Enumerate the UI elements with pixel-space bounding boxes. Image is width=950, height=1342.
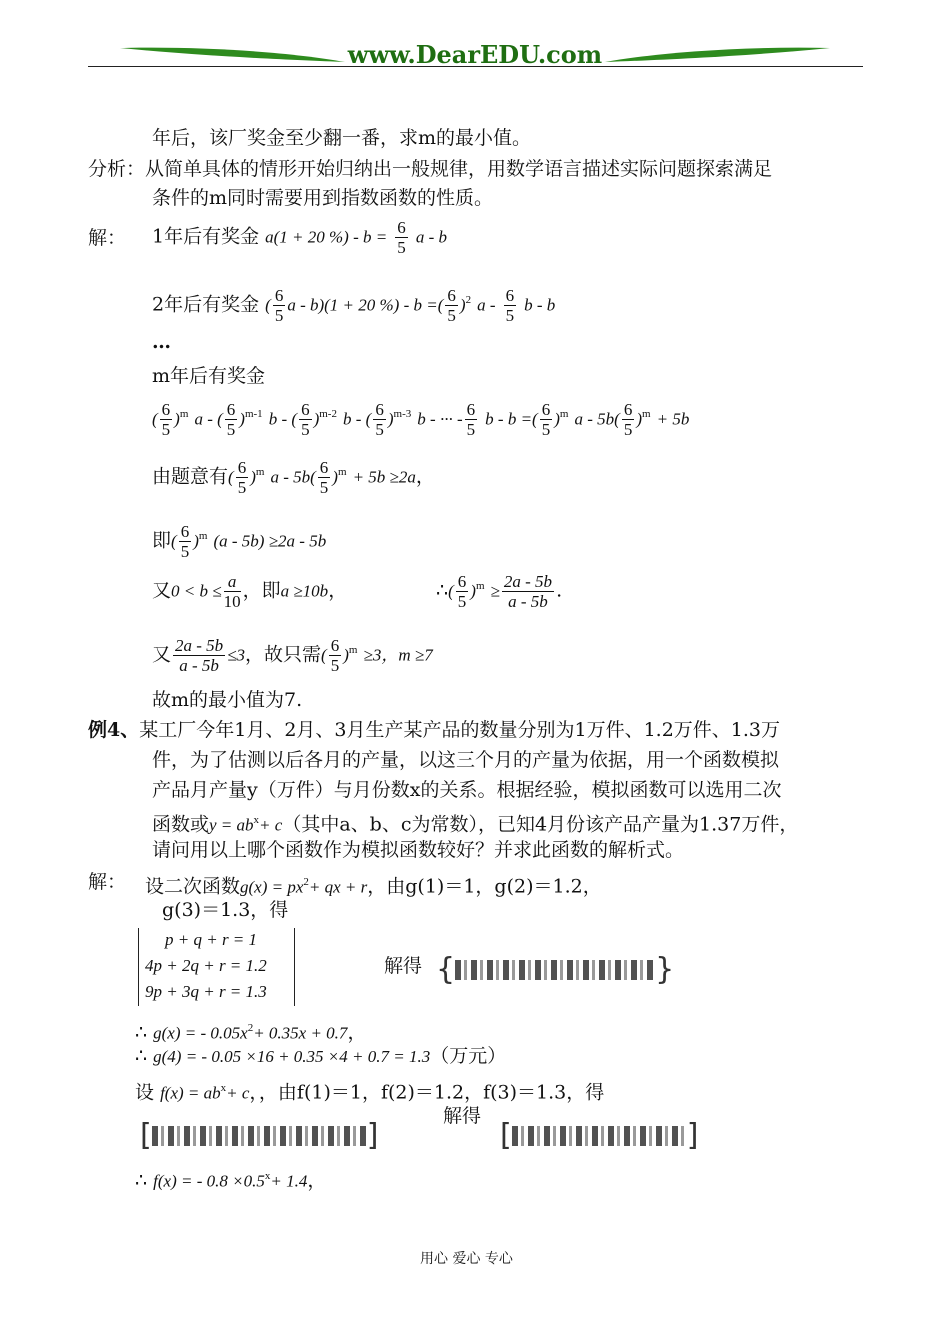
year2-line: 2年后有奖金 ( $\frac{6}{5}$ a - b)(1 + 20 %) - b =( $\frac{6}{5}$ )$^2$ a - $\frac{6}{5}$ b - b [152,286,556,325]
page-footer: 用心 爱心 专心 [420,1251,513,1267]
f-result-line: ∴ f(x) = - $0.8 \times 0.5^x+ 1.4$， [135,1169,327,1192]
year1-expr: a(1 + 20 %) - b = [265,227,388,247]
fraction-6-5: $\frac{6}{5}$ [319,458,329,497]
fraction-6-5: $\frac{6}{5}$ [623,400,633,439]
g4-line: ∴ g(4) = - 0.05 ×16 + 0.35 ×4 + 0.7 = 1.3（万元） [135,1045,507,1067]
ji-line: 即( $\frac{6}{5}$ )$^m$ (a - 5b) ≥2a - 5b [152,522,327,561]
analysis-text: 从简单具体的情形开始归纳出一般规律，用数学语言描述实际问题探索满足 [145,158,773,180]
year1-expr-tail: a - b [415,227,447,247]
fraction-6-5: $\frac{6}{5}$ [274,286,284,325]
fraction-a-10: $\frac{a}{10}$ [223,572,241,611]
jiede-1: 解得 [384,955,423,977]
fraction-6-5: $\frac{6}{5}$ [161,400,171,439]
analysis-line-1 [88,157,772,181]
fraction-6-5: $\frac{6}{5}$ [330,636,340,675]
fraction-6-5: $\frac{6}{5}$ [375,400,384,439]
logo-right-swoosh [605,48,830,62]
year1-label: 1年后有奖金 [152,225,260,248]
bound-line: 又 $\frac{2a - 5b}{a - 5b}$ ≤3，故只需( $\frac{6}{5}$ )$^m$ ≥3，m ≥7 [152,636,433,675]
year2-label: 2年后有奖金 [152,293,260,316]
garbled-solution-1: { } [436,952,675,987]
example4-line-1: 例4、某工厂今年1月、2月、3月生产某产品的数量分别为1万件、1.2万件、1.3万 [88,719,781,741]
equation-system-1: p + q + r = 1 4p + 2q + r = 1.2 9p + 3q + r = 1.3 [138,928,295,1006]
logo-left-swoosh [120,48,345,62]
example4-line-5: 请问用以上哪个函数作为模拟函数较好？并求此函数的解析式。 [152,839,685,861]
g-result-line: ∴ g(x) = - $0.05x^2+ 0.35x + 0.7$， [135,1021,367,1044]
fraction-6-5: $\frac{6}{5}$ [505,286,515,325]
therefore-line-1: ∴( $\frac{6}{5}$ )$^m$ ≥ $\frac{2a - 5b}{a - 5b}$ . [436,572,563,611]
example4-line-2: 件，为了估测以后各月的产量，以这三个月的产量为依据，用一个函数模拟 [152,749,780,771]
ellipsis: … [152,331,171,353]
fraction-6-5: $\frac{6}{5}$ [447,286,456,325]
constraint-line: 又0 < b ≤ $\frac{a}{10}$ ，即a ≥10b， [152,572,348,611]
fraction-6-5: $\frac{6}{5}$ [457,572,467,611]
fraction-6-5: $\frac{6}{5}$ [226,400,236,439]
fraction-6-5: $\frac{6}{5}$ [237,458,247,497]
fraction-2a5b-a5b: $\frac{2a - 5b}{a - 5b}$ [503,572,553,611]
jiede-2: 解得 [443,1105,482,1127]
fraction-6-5: $\frac{6}{5}$ [466,400,476,439]
min-value-line: 故m的最小值为7. [152,689,303,711]
example4-label: 例4、 [88,719,140,741]
garbled-solution-2: [ ] [500,1118,699,1153]
example4-line-3: 产品月产量y（万件）与月份数x的关系。根据经验，模拟函数可以选用二次 [152,779,782,801]
f-line: 设 $f(x) = ab^x+ c$，，由f(1)＝1，f(2)＝1.2，f(3)＝1.3，得 [135,1081,605,1104]
fraction-6-5: $\frac{6}{5}$ [180,522,190,561]
fraction-6-5: $\frac{6}{5}$ [397,218,406,257]
example4-line-4: 函数或$y = ab^x+ c$（其中a、b、c为常数），已知4月份该产品产量为1.37万件， [152,813,799,836]
analysis-label: 分析： [88,158,146,180]
year-m-label: m年后有奖金 [152,365,266,387]
fraction-6-5: $\frac{6}{5}$ [541,400,551,439]
header-logo [120,36,830,76]
garbled-system-2: [ ] [140,1118,379,1153]
logo-site-text: www.DearEDU.com [347,40,603,69]
quad-line: 设二次函数$g(x) = px^2+$ qx + r，由g(1)＝1，g(2)＝1.2， [145,875,602,898]
solution-label: 解： [88,227,127,249]
fraction-6-5: $\frac{6}{5}$ [301,400,310,439]
text-line: 年后，该厂奖金至少翻一番，求m的最小值。 [152,127,532,149]
analysis-line-2: 条件的m同时需要用到指数函数的性质。 [152,187,494,209]
fraction-2a5b-a5b: $\frac{2a - 5b}{a - 5b}$ [175,636,224,675]
header-rule [88,66,863,67]
g3-line: g(3)＝1.3，得 [162,899,289,921]
year1-line [152,218,447,257]
condition-line: 由题意有( $\frac{6}{5}$ )$^m$ a - 5b( $\frac{6}{5}$ )$^m$ + 5b ≥2a， [152,458,435,497]
solution2-label: 解： [88,871,127,893]
year-m-expansion: ( $\frac{6}{5}$ )$^m$ a - ( $\frac{6}{5}$ )$^{m-1}$ b - ( $\frac{6}{5}$ )$^{m-2}$ b - ( $\frac{6}{5}$ )$^{m-3}$ b - ··· - $\frac{6}{5}$ b - b =( $\frac{6}{5}$ )$^m$ a - 5b( $\frac{6}{5}$ )$^m$ + 5b [152,400,690,439]
